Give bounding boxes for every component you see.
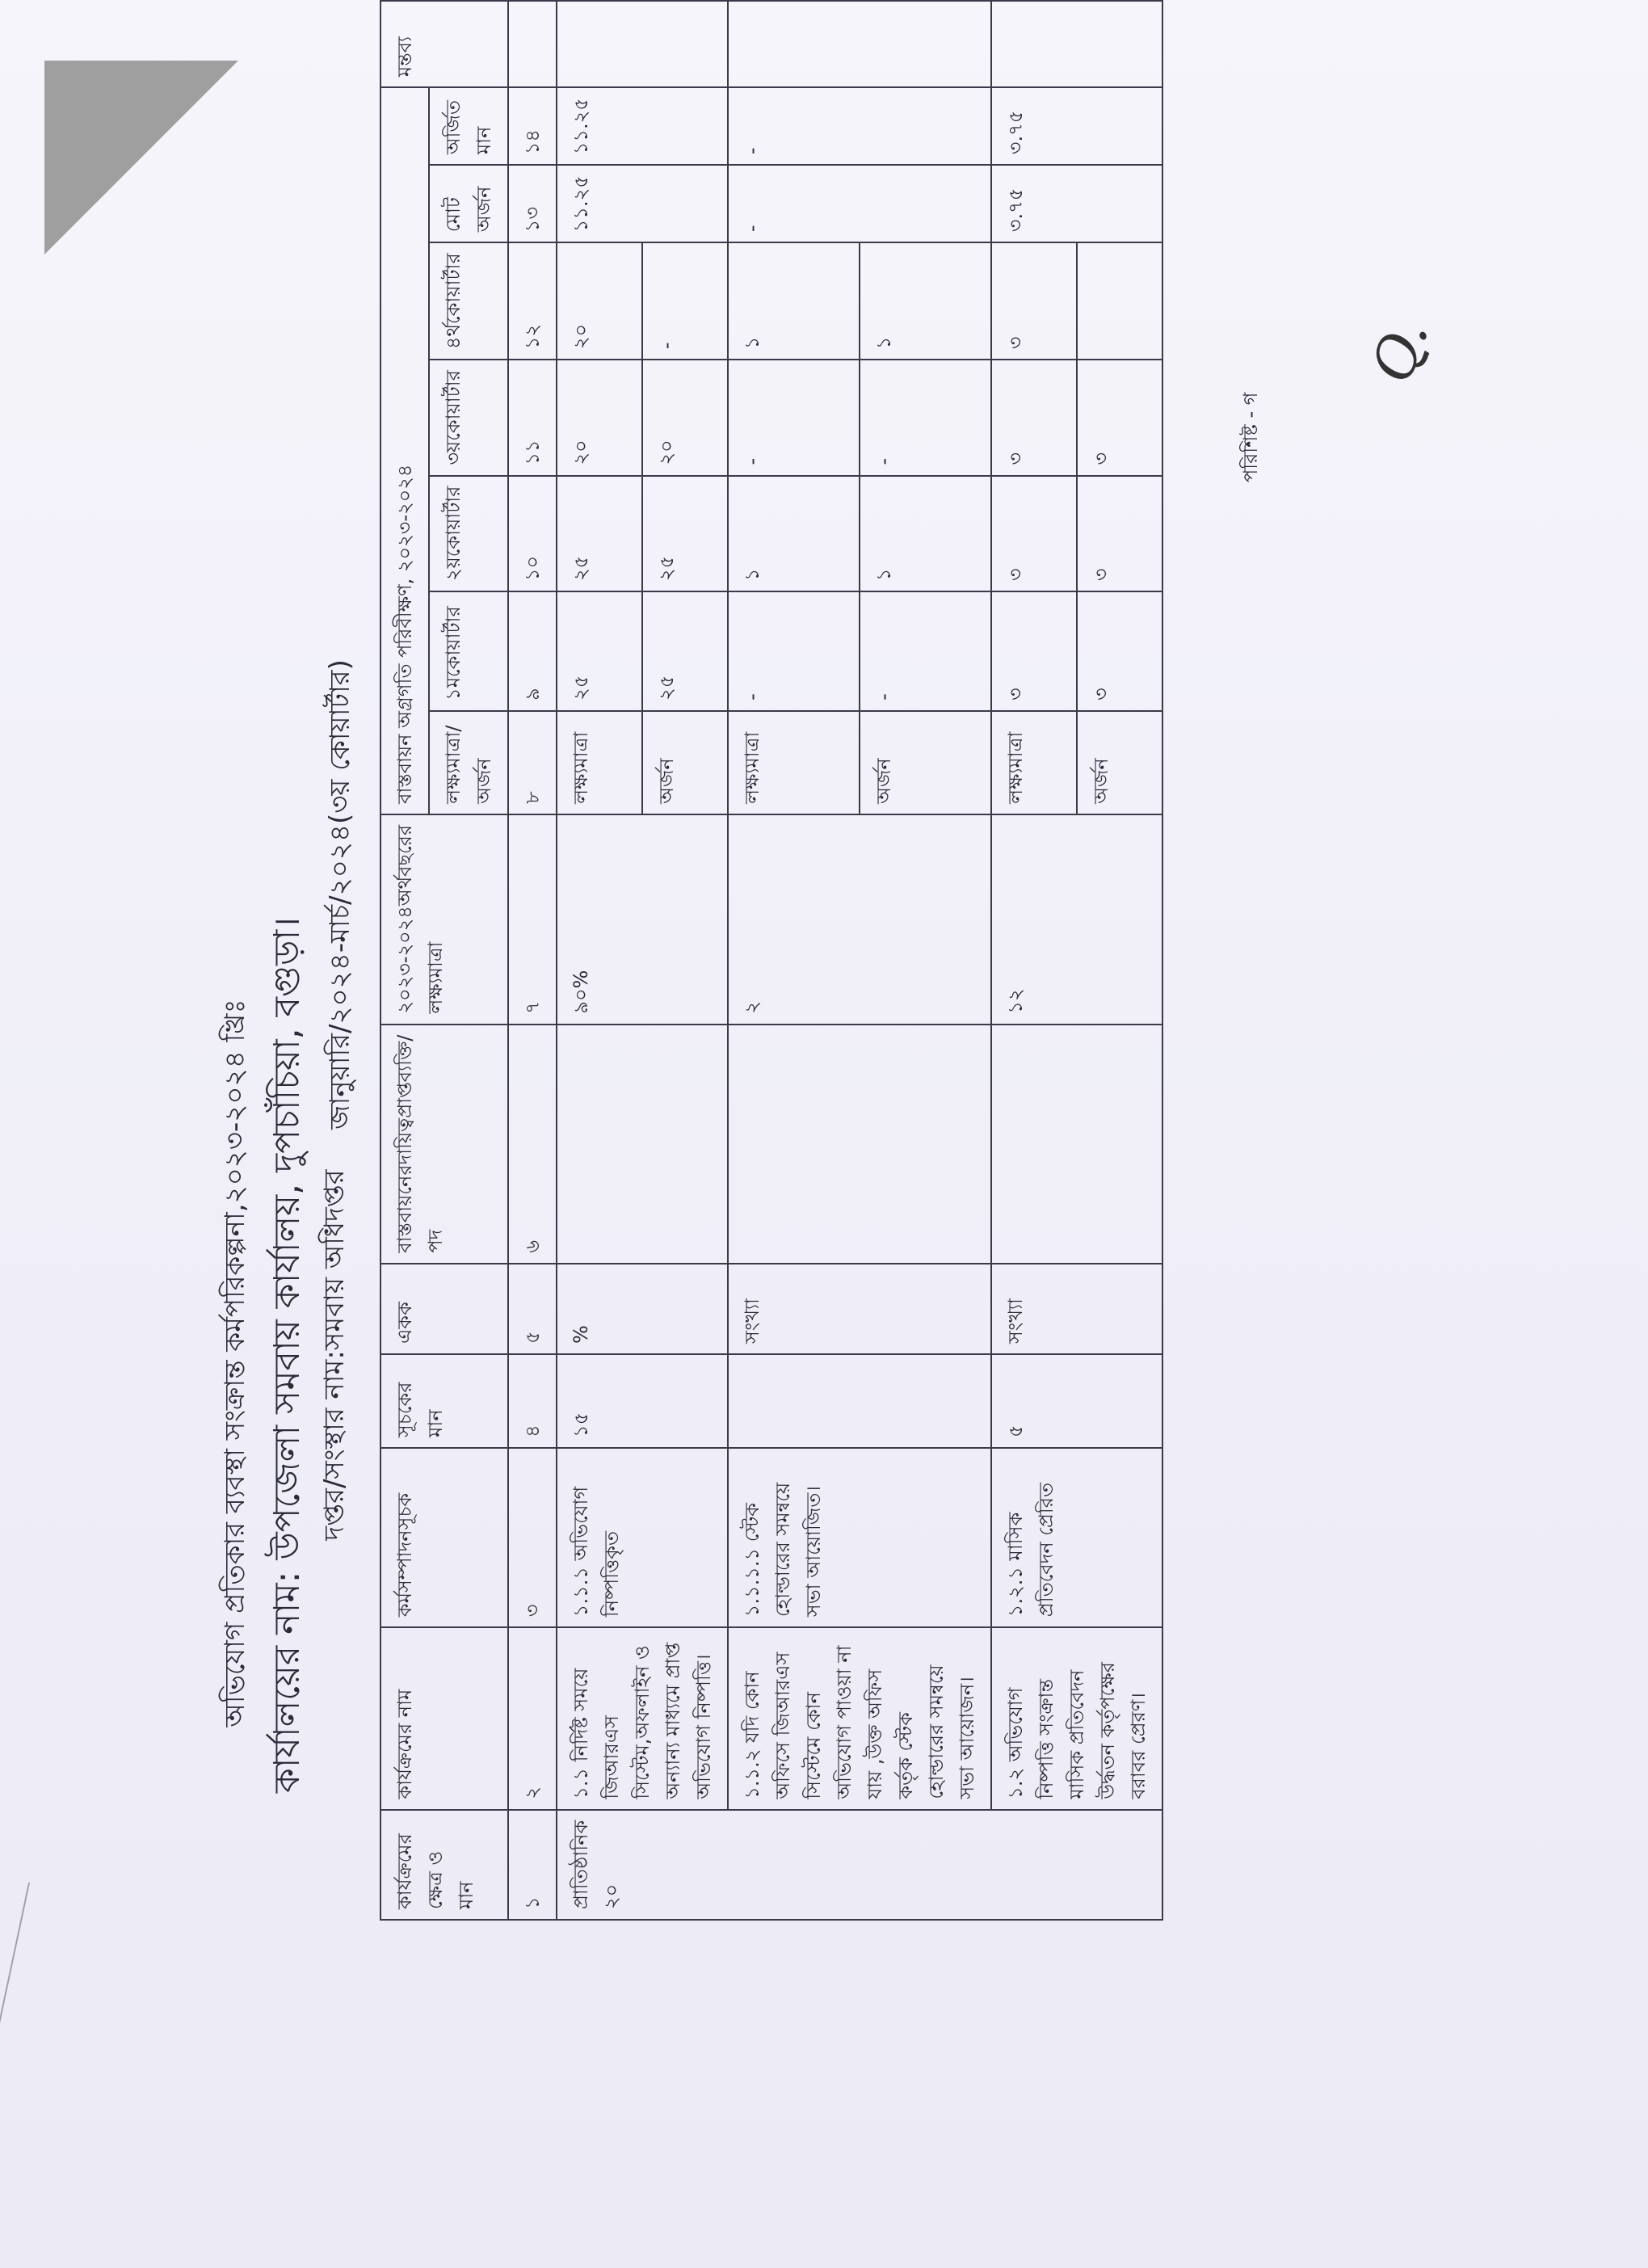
header-target-achievement: লক্ষ্যমাত্রা/অর্জন [429, 711, 508, 814]
target-label: লক্ষ্যমাত্রা [991, 711, 1077, 814]
q1-achievement: ২৫ [642, 591, 728, 711]
table-row [991, 1, 1077, 1920]
q3-achievement: - [860, 360, 991, 475]
reporting-period: জানুয়ারি/২০২৪-মার্চ/২০২৪(৩য় কোয়ার্টার) [324, 659, 356, 1130]
q3-achievement: ৩ [1077, 360, 1162, 475]
q1-target: ৩ [991, 591, 1077, 711]
table-row [557, 1, 642, 1920]
col-number: ১১ [508, 360, 557, 475]
header-q1: ১মকোয়ার্টার [429, 591, 508, 711]
target-label: লক্ষ্যমাত্রা [728, 711, 860, 814]
q2-target: ২৫ [557, 476, 642, 591]
signature: Q. [1358, 310, 1442, 391]
indicator-cell: ১.১.১.১ স্টেক হোল্ডারের সমন্বয়ে সভা আয়োজিত। [728, 1448, 991, 1627]
q4-target: ১ [728, 242, 860, 360]
col-number: ১ [508, 1810, 557, 1920]
col-number: ৩ [508, 1448, 557, 1627]
col-number: ৫ [508, 1264, 557, 1354]
responsible-cell [991, 1025, 1162, 1264]
activity-cell: ১.১ নির্দিষ্ট সময়ে জিআরএস সিস্টেম,অফলাইন ও অন্যান্য মাধ্যমে প্রাপ্ত অভিযোগ নিষ্পত্তি। [557, 1627, 728, 1810]
header-progress-group: বাস্তবায়ন অগ্রগতি পরিবীক্ষণ, ২০২৩-২০২৪ [380, 87, 429, 814]
department-name: দপ্তর/সংস্থার নাম:সমবায় অধিদপ্তর [318, 1169, 351, 1541]
remarks-cell [728, 1, 991, 87]
weight-cell [728, 1354, 991, 1448]
col-number: ৯ [508, 591, 557, 711]
col-number: ১৪ [508, 87, 557, 165]
document-title: অভিযোগ প্রতিকার ব্যবস্থা সংক্রান্ত কর্মপরিকল্পনা,২০২৩-২০২৪ খ্রিঃ [219, 999, 251, 1727]
q1-achievement: - [860, 591, 991, 711]
col-number: ৬ [508, 1025, 557, 1264]
col-number: ১৩ [508, 165, 557, 242]
q4-achievement [1077, 242, 1162, 360]
header-unit: একক [380, 1264, 508, 1354]
header-weight: সূচকের মান [380, 1354, 508, 1448]
col-number: ১২ [508, 242, 557, 360]
target-label: লক্ষ্যমাত্রা [557, 711, 642, 814]
total-achievement-cell: - [728, 165, 991, 242]
achievement-label: অর্জন [642, 711, 728, 814]
header-indicator: কর্মসম্পাদনসূচক [380, 1448, 508, 1627]
header-area: কার্যক্রমের ক্ষেত্র ও মান [380, 1810, 508, 1920]
indicator-cell: ১.১.১ অভিযোগ নিষ্পত্তিকৃত [557, 1448, 728, 1627]
header-q2: ২য়কোয়ার্টার [429, 476, 508, 591]
annex-label: পরিশিষ্ট - গ [1239, 392, 1262, 482]
achievement-label: অর্জন [860, 711, 991, 814]
unit-cell: সংখ্যা [728, 1264, 991, 1354]
col-number: ১০ [508, 476, 557, 591]
numbering-row [508, 1, 557, 1920]
responsible-cell [728, 1025, 991, 1264]
header-responsible: বাস্তবায়নেরদায়িত্বপ্রাপ্তব্যক্তি/পদ [380, 1025, 508, 1264]
table-row [728, 1, 860, 1920]
weight-cell: ৫ [991, 1354, 1162, 1448]
activity-cell: ১.২ অভিযোগ নিষ্পত্তি সংক্রান্ত মাসিক প্রতিবেদন উর্দ্ধতন কর্তৃপক্ষের বরাবর প্রেরণ। [991, 1627, 1162, 1810]
annual-target-cell: ১২ [991, 814, 1162, 1025]
responsible-cell [557, 1025, 728, 1264]
header-remarks: মন্তব্য [380, 1, 508, 87]
action-plan-table [380, 0, 1163, 1921]
header-row [380, 1, 429, 1920]
q1-target: ২৫ [557, 591, 642, 711]
weight-cell: ১৫ [557, 1354, 728, 1448]
col-number: ৪ [508, 1354, 557, 1448]
achieved-value-cell: ৩.৭৫ [991, 87, 1162, 165]
office-name: কার্যালয়ের নাম: উপজেলা সমবায় কার্যালয়, দুপচাঁচিয়া, বগুড়া। [267, 916, 308, 1794]
header-q3: ৩য়কোয়ার্টার [429, 360, 508, 475]
col-number: ২ [508, 1627, 557, 1810]
header-total-achievement: মোট অর্জন [429, 165, 508, 242]
indicator-cell: ১.২.১ মাসিক প্রতিবেদন প্রেরিত [991, 1448, 1162, 1627]
remarks-cell [557, 1, 728, 87]
q2-target: ১ [728, 476, 860, 591]
remarks-cell [991, 1, 1162, 87]
header-annual-target: ২০২৩-২০২৪অর্থবছরের লক্ষ্যমাত্রা [380, 814, 508, 1025]
unit-cell: % [557, 1264, 728, 1354]
achieved-value-cell: - [728, 87, 991, 165]
q3-target: ৩ [991, 360, 1077, 475]
q2-achievement: ১ [860, 476, 991, 591]
q2-achievement: ৩ [1077, 476, 1162, 591]
q3-target: ২০ [557, 360, 642, 475]
header-q4: ৪র্থকোয়ার্টার [429, 242, 508, 360]
q4-achievement: - [642, 242, 728, 360]
q3-target: - [728, 360, 860, 475]
annual-target-cell: ৯০% [557, 814, 728, 1025]
q4-target: ২০ [557, 242, 642, 360]
q4-achievement: ১ [860, 242, 991, 360]
activity-cell: ১.১.২ যদি কোন অফিসে জিআরএস সিস্টেমে কোন অভিযোগ পাওয়া না যায় ,উক্ত অফিস কর্তৃক স্টেক হোল্ডারের সমন্বয়ে সভা আয়োজন। [728, 1627, 991, 1810]
annual-target-cell: ২ [728, 814, 991, 1025]
q4-target: ৩ [991, 242, 1077, 360]
col-number: ৮ [508, 711, 557, 814]
col-number: ৭ [508, 814, 557, 1025]
q2-achievement: ২৫ [642, 476, 728, 591]
total-achievement-cell: ১১.২৫ [557, 165, 728, 242]
area-cell: প্রাতিষ্ঠানিক ২০ [557, 1810, 1162, 1920]
q2-target: ৩ [991, 476, 1077, 591]
header-achieved-value: অর্জিত মান [429, 87, 508, 165]
unit-cell: সংখ্যা [991, 1264, 1162, 1354]
q1-achievement: ৩ [1077, 591, 1162, 711]
q3-achievement: ২০ [642, 360, 728, 475]
q1-target: - [728, 591, 860, 711]
total-achievement-cell: ৩.৭৫ [991, 165, 1162, 242]
achieved-value-cell: ১১.২৫ [557, 87, 728, 165]
header-activity: কার্যক্রমের নাম [380, 1627, 508, 1810]
col-number-empty [508, 1, 557, 87]
achievement-label: অর্জন [1077, 711, 1162, 814]
